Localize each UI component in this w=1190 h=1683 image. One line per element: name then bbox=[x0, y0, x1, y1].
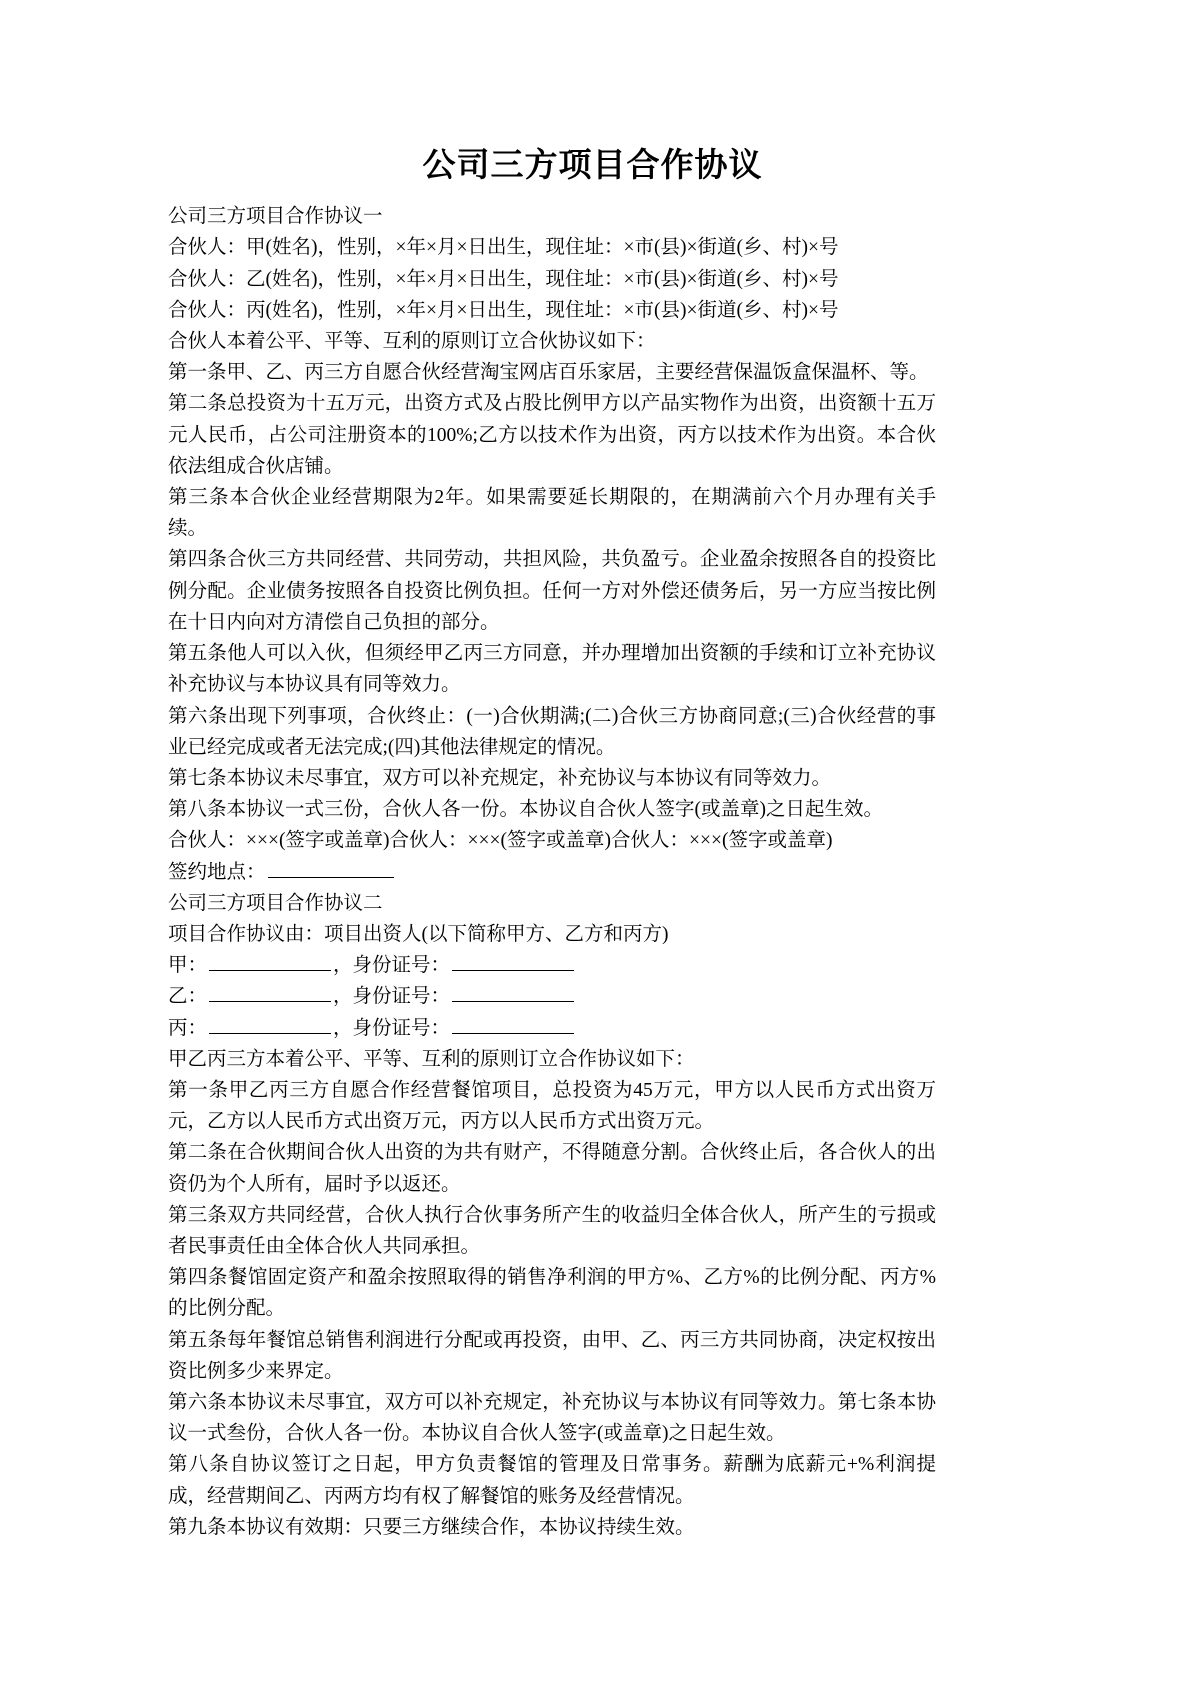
part-one-article-2: 第二条总投资为十五万元，出资方式及占股比例甲方以产品实物作为出资，出资额十五万元人民币，占公司注册资本的100%;乙方以技术作为出资，丙方以技术作为出资。本合伙依法组成合伙店铺。 bbox=[168, 393, 936, 477]
part-two-heading: 公司三方项目合作协议二 bbox=[168, 892, 383, 914]
part-one-signature-line: 合伙人：×××(签字或盖章)合伙人：×××(签字或盖章)合伙人：×××(签字或盖章) bbox=[168, 830, 833, 852]
partner-line-yi: 合伙人：乙(姓名)，性别，×年×月×日出生，现住址：×市(县)×街道(乡、村)×号 bbox=[168, 268, 839, 290]
party-row-yi bbox=[168, 981, 936, 1012]
page-title: 公司三方项目合作协议 bbox=[422, 148, 763, 184]
party-label-yi: 乙： bbox=[168, 986, 208, 1008]
part-two-article-4: 第四条餐馆固定资产和盈余按照取得的销售净利润的甲方%、乙方%的比例分配、丙方%的比例分配。 bbox=[168, 1267, 936, 1320]
document-body bbox=[168, 201, 936, 1543]
part-two-article-3: 第三条双方共同经营，合伙人执行合伙事务所产生的收益归全体合伙人，所产生的亏损或者民事责任由全体合伙人共同承担。 bbox=[168, 1204, 936, 1257]
party-id-blank-jia[interactable] bbox=[452, 952, 574, 972]
part-two-intro: 项目合作协议由：项目出资人(以下简称甲方、乙方和丙方) bbox=[168, 923, 669, 945]
part-two-article-8: 第八条自协议签订之日起，甲方负责餐馆的管理及日常事务。薪酬为底薪元+%利润提成，经营期间乙、丙两方均有权了解餐馆的账务及经营情况。 bbox=[168, 1454, 936, 1507]
part-one-preamble: 合伙人本着公平、平等、互利的原则订立合伙协议如下： bbox=[168, 331, 656, 353]
part-one-article-5: 第五条他人可以入伙，但须经甲乙丙三方同意，并办理增加出资额的手续和订立补充协议补充协议与本协议具有同等效力。 bbox=[168, 643, 936, 696]
part-two-article-5: 第五条每年餐馆总销售利润进行分配或再投资，由甲、乙、丙三方共同协商，决定权按出资比例多少来界定。 bbox=[168, 1329, 936, 1382]
part-one-article-4: 第四条合伙三方共同经营、共同劳动，共担风险，共负盈亏。企业盈余按照各自的投资比例分配。企业债务按照各自投资比例负担。任何一方对外偿还债务后，另一方应当按比例在十日内向对方清偿自己负担的部分。 bbox=[168, 549, 936, 633]
partner-line-bing: 合伙人：丙(姓名)，性别，×年×月×日出生，现住址：×市(县)×街道(乡、村)×号 bbox=[168, 299, 839, 321]
part-one-heading: 公司三方项目合作协议一 bbox=[168, 206, 383, 228]
part-two-article-1: 第一条甲乙丙三方自愿合作经营餐馆项目，总投资为45万元，甲方以人民币方式出资万元，乙方以人民币方式出资万元，丙方以人民币方式出资万元。 bbox=[168, 1079, 936, 1133]
signing-place-label: 签约地点： bbox=[168, 861, 266, 883]
party-row-bing bbox=[168, 1013, 936, 1044]
part-one-article-1: 第一条甲、乙、丙三方自愿合伙经营淘宝网店百乐家居，主要经营保温饭盒保温杯、等。 bbox=[168, 362, 929, 384]
part-one-article-6: 第六条出现下列事项，合伙终止：(一)合伙期满;(二)合伙三方协商同意;(三)合伙经营的事业已经完成或者无法完成;(四)其他法律规定的情况。 bbox=[168, 705, 936, 758]
part-one-article-7: 第七条本协议未尽事宜，双方可以补充规定，补充协议与本协议有同等效力。 bbox=[168, 767, 832, 789]
party-name-blank-bing[interactable] bbox=[209, 1014, 331, 1034]
party-label-jia: 甲： bbox=[168, 955, 208, 977]
part-two-article-6: 第六条本协议未尽事宜，双方可以补充规定，补充协议与本协议有同等效力。第七条本协议一式叁份，合伙人各一份。本协议自合伙人签字(或盖章)之日起生效。 bbox=[168, 1391, 936, 1445]
id-label-yi: ，身份证号： bbox=[333, 986, 451, 1008]
party-id-blank-bing[interactable] bbox=[452, 1014, 574, 1034]
part-two-article-2: 第二条在合伙期间合伙人出资的为共有财产，不得随意分割。合伙终止后，各合伙人的出资仍为个人所有，届时予以返还。 bbox=[168, 1142, 936, 1195]
party-label-bing: 丙： bbox=[168, 1017, 208, 1039]
signing-place-row bbox=[168, 857, 936, 888]
part-two-preamble: 甲乙丙三方本着公平、平等、互利的原则订立合作协议如下： bbox=[168, 1048, 695, 1070]
signing-place-blank[interactable] bbox=[268, 858, 394, 878]
party-row-jia bbox=[168, 950, 936, 981]
partner-line-jia: 合伙人：甲(姓名)，性别，×年×月×日出生，现住址：×市(县)×街道(乡、村)×号 bbox=[168, 237, 839, 259]
part-two-article-9: 第九条本协议有效期：只要三方继续合作，本协议持续生效。 bbox=[168, 1516, 695, 1538]
party-name-blank-yi[interactable] bbox=[209, 983, 331, 1003]
part-one-article-8: 第八条本协议一式三份，合伙人各一份。本协议自合伙人签字(或盖章)之日起生效。 bbox=[168, 799, 883, 821]
part-one-article-3: 第三条本合伙企业经营期限为2年。如果需要延长期限的，在期满前六个月办理有关手续。 bbox=[168, 487, 936, 540]
id-label-bing: ，身份证号： bbox=[333, 1017, 451, 1039]
id-label-jia: ，身份证号： bbox=[333, 955, 451, 977]
party-name-blank-jia[interactable] bbox=[209, 952, 331, 972]
party-id-blank-yi[interactable] bbox=[452, 983, 574, 1003]
